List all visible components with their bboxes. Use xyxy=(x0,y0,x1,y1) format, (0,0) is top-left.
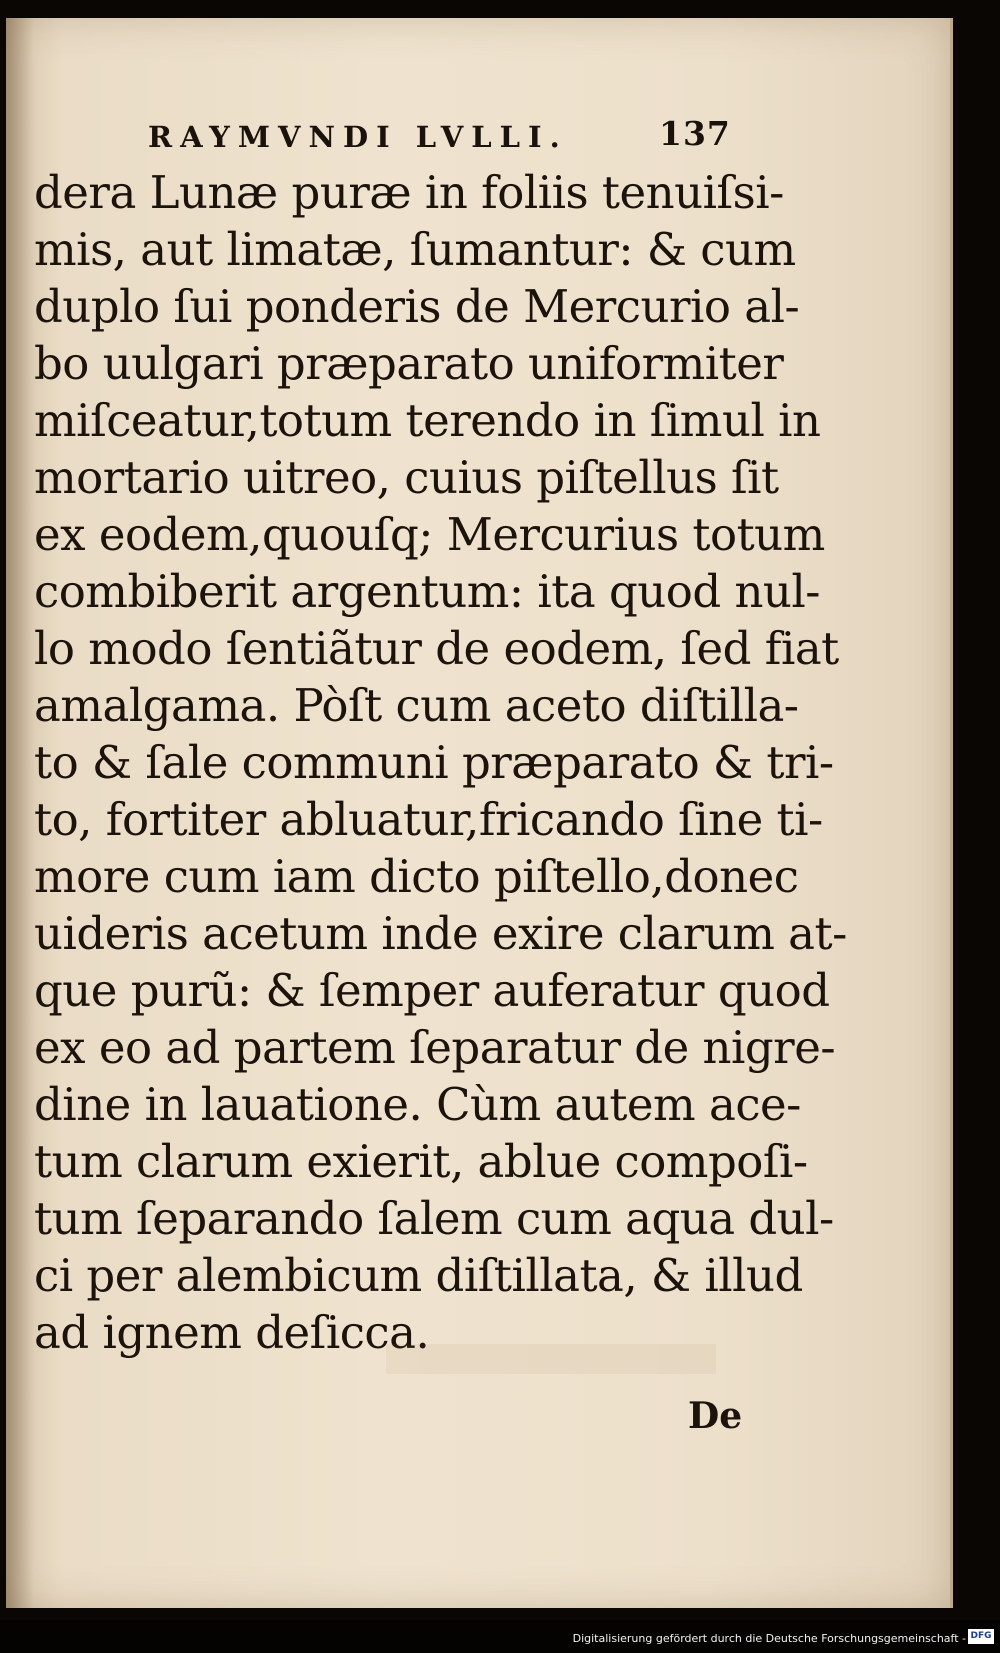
text-line: mortario uitreo, cuius piſtellus ſit xyxy=(34,451,779,504)
text-line: combiberit argentum: ita quod nul- xyxy=(34,565,821,618)
text-line: lo modo ſentiãtur de eodem, ſed fiat xyxy=(34,622,839,675)
text-line: to, fortiter abluatur,fricando ſine ti- xyxy=(34,793,823,846)
running-head xyxy=(136,108,736,158)
text-line: bo uulgari præparato uniformiter xyxy=(34,337,784,390)
show-through-mark xyxy=(386,1344,716,1374)
digitization-footer xyxy=(0,1620,1000,1653)
page-number: 137 xyxy=(659,114,731,153)
catchword: De xyxy=(688,1395,743,1437)
body-text xyxy=(34,164,847,1361)
text-line: tum clarum exierit, ablue compoſi- xyxy=(34,1135,808,1188)
text-line: que purũ: & ſemper auferatur quod xyxy=(34,964,830,1017)
text-line: duplo ſui ponderis de Mercurio al- xyxy=(34,280,800,333)
text-line: miſceatur,totum terendo in ſimul in xyxy=(34,394,821,447)
text-line: more cum iam dicto piſtello,donec xyxy=(34,850,799,903)
text-line: ci per alembicum diſtillata, & illud xyxy=(34,1249,803,1302)
text-line: dera Lunæ puræ in foliis tenuiſsi- xyxy=(34,166,784,219)
text-line: to & ſale communi præparato & tri- xyxy=(34,736,834,789)
running-title: RAYMVNDI LVLLI. xyxy=(148,120,568,154)
text-line: dine in lauatione. Cùm autem ace- xyxy=(34,1078,801,1131)
text-line: ex eodem,quouſq; Mercurius totum xyxy=(34,508,825,561)
text-line: mis, aut limatæ, ſumantur: & cum xyxy=(34,223,796,276)
text-line: ad ignem deſicca. xyxy=(34,1306,430,1359)
text-line: ex eo ad partem ſeparatur de nigre- xyxy=(34,1021,836,1074)
book-page xyxy=(6,18,953,1608)
funding-credit: Digitalisierung gefördert durch die Deutsche Forschungsgemeinschaft - xyxy=(572,1632,966,1645)
text-line: tum ſeparando ſalem cum aqua dul- xyxy=(34,1192,834,1245)
dfg-logo-icon: DFG xyxy=(968,1629,994,1644)
text-line: amalgama. Pòſt cum aceto diſtilla- xyxy=(34,679,799,732)
text-line: uideris acetum inde exire clarum at- xyxy=(34,907,847,960)
